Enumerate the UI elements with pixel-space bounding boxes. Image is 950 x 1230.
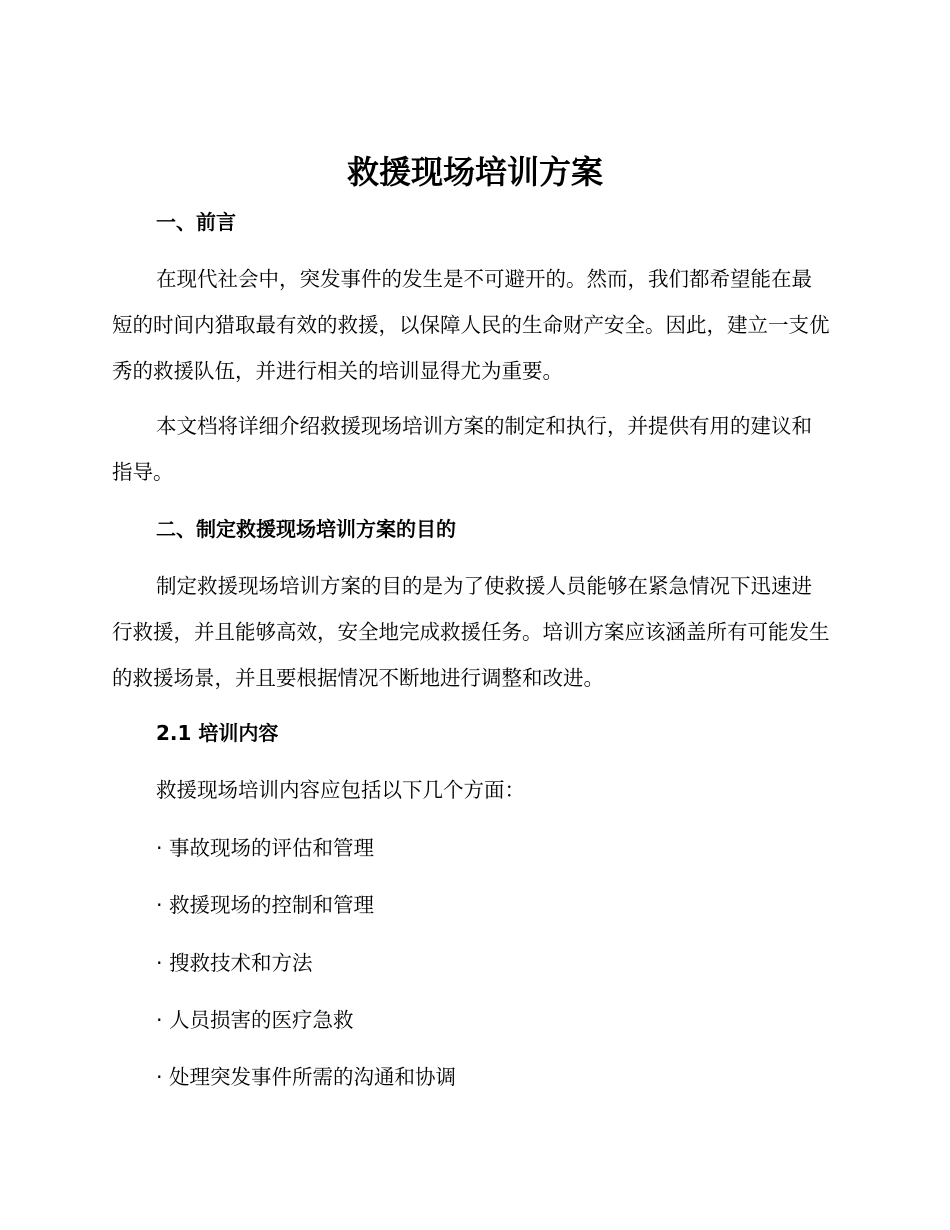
purpose-paragraph: 制定救援现场培训方案的目的是为了使救援人员能够在紧急情况下迅速进行救援，并且能够高效，安全地完成救援任务。培训方案应该涵盖所有可能发生的救援场景，并且要根据情况不断地进行调整和改进。 xyxy=(112,574,830,690)
subsection-heading-training-content: 2.1 培训内容 xyxy=(156,721,279,745)
preface-paragraph-1: 在现代社会中，突发事件的发生是不可避开的。然而，我们都希望能在最短的时间内猎取最有效的救援，以保障人民的生命财产安全。因此，建立一支优秀的救援队伍，并进行相关的培训显得尤为重要。 xyxy=(112,267,830,383)
list-item: · 救援现场的控制和管理 xyxy=(156,893,375,917)
section-heading-preface: 一、前言 xyxy=(156,210,236,234)
list-item: · 搜救技术和方法 xyxy=(156,951,313,975)
list-item: · 人员损害的医疗急救 xyxy=(156,1008,354,1032)
list-item: · 事故现场的评估和管理 xyxy=(156,836,375,860)
preface-paragraph-2: 本文档将详细介绍救援现场培训方案的制定和执行，并提供有用的建议和指导。 xyxy=(112,414,812,484)
section-heading-purpose: 二、制定救援现场培训方案的目的 xyxy=(156,517,456,541)
list-item: · 处理突发事件所需的沟通和协调 xyxy=(156,1065,457,1089)
training-content-intro: 救援现场培训内容应包括以下几个方面： xyxy=(156,778,525,802)
document-title: 救援现场培训方案 xyxy=(346,153,603,191)
